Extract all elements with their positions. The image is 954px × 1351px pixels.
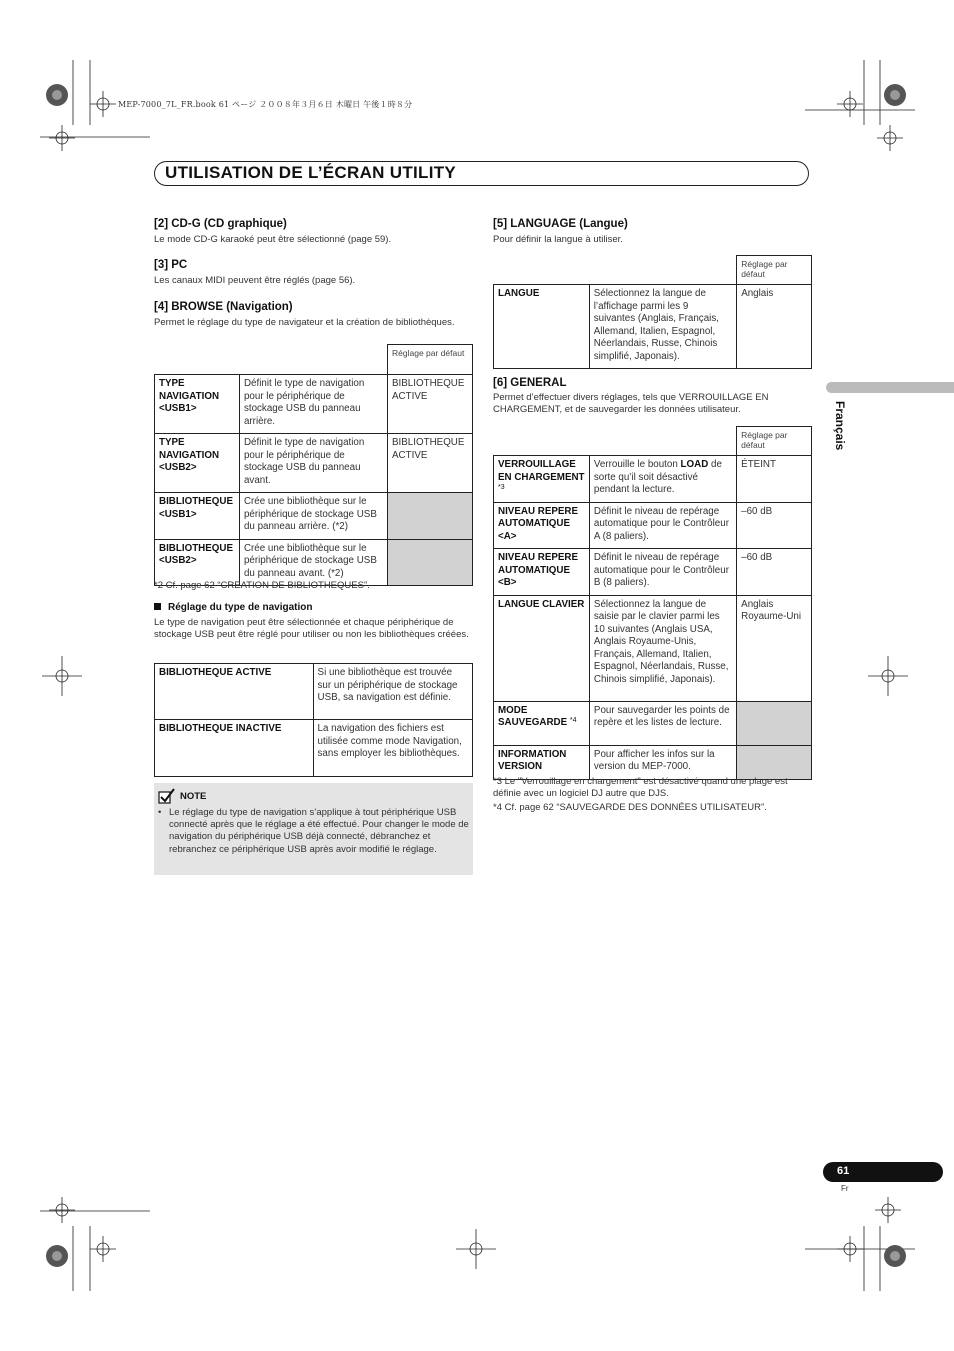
footnote-4: *4 Cf. page 62 “SAUVEGARDE DES DONNÉES UTILISATEUR”. bbox=[493, 802, 767, 813]
section-heading-browse: [4] BROWSE (Navigation) bbox=[154, 301, 293, 313]
table-cell-default: Anglais bbox=[737, 285, 812, 369]
table-cell-default-shaded bbox=[388, 539, 473, 586]
section-text-pc: Les canaux MIDI peuvent être réglés (page 56). bbox=[154, 275, 356, 286]
table-cell-key: NIVEAU REPERE AUTOMATIQUE <A> bbox=[494, 502, 590, 549]
section-text-language: Pour définir la langue à utiliser. bbox=[493, 234, 623, 245]
nav-type-heading: Réglage du type de navigation bbox=[154, 602, 312, 613]
table-cell-default: BIBLIOTHEQUE ACTIVE bbox=[388, 434, 473, 493]
footnote-ref: *3 bbox=[498, 484, 505, 491]
footnote-2: *2 Cf. page 62 “CREATION DE BIBLIOTHEQUES”. bbox=[154, 580, 370, 591]
table-cell-desc: Définit le type de navigation pour le périphérique de stockage USB du panneau arrière. bbox=[239, 375, 387, 434]
table-cell-key: INFORMATION VERSION bbox=[494, 745, 590, 779]
page-number: 61 bbox=[837, 1165, 850, 1177]
table-cell-desc: Définit le niveau de repérage automatique pour le Contrôleur B (8 paliers). bbox=[589, 549, 736, 596]
table-cell-default-shaded bbox=[737, 745, 812, 779]
table-cell-desc: Définit le niveau de repérage automatique pour le Contrôleur A (8 paliers). bbox=[589, 502, 736, 549]
page-title: UTILISATION DE L’ÉCRAN UTILITY bbox=[165, 163, 457, 182]
table-cell-desc: Verrouille le bouton LOAD de sorte qu’il soit désactivé pendant la lecture. bbox=[589, 456, 736, 503]
table-cell-desc: La navigation des fichiers est utilisée comme mode Navigation, sans employer les bibliothèques. bbox=[313, 720, 472, 777]
note-label: NOTE bbox=[180, 791, 207, 802]
table-cell-default: BIBLIOTHEQUE ACTIVE bbox=[388, 375, 473, 434]
square-bullet-icon bbox=[154, 603, 161, 610]
table-cell-default-shaded bbox=[737, 701, 812, 745]
language-tab-bar bbox=[826, 382, 954, 393]
footnote-ref: *4 bbox=[569, 717, 577, 724]
table-cell-default-shaded bbox=[388, 493, 473, 540]
language-settings-table bbox=[493, 255, 812, 369]
table-cell-key: TYPE NAVIGATION <USB2> bbox=[155, 434, 240, 493]
footnote-3: *3 Le "Verrouillage en chargement" est désactivé quand une plage est définie avec un logiciel DJ autre que DJS. bbox=[493, 776, 788, 799]
checkmark-note-icon bbox=[158, 788, 175, 805]
table-cell-desc: Sélectionnez la langue de l’affichage parmi les 9 suivantes (Anglais, Français, Allemand, Italien, Espagnol, Néerlandais, Russe, Chinois simplifié, Japonais). bbox=[589, 285, 736, 369]
note-text: Le réglage du type de navigation s’applique à tout périphérique USB connecté après que le réglage a été effectué. Pour changer le mode de navigation du périphérique USB déjà connecté, débranchez et rebranchez ce périphérique USB après avoir modifié le réglage. bbox=[169, 807, 469, 855]
table-cell-default: –60 dB bbox=[737, 502, 812, 549]
section-heading-cdg: [2] CD-G (CD graphique) bbox=[154, 218, 287, 230]
table-cell-key: BIBLIOTHEQUE <USB1> bbox=[155, 493, 240, 540]
table-cell-desc: Définit le type de navigation pour le périphérique de stockage USB du panneau avant. bbox=[239, 434, 387, 493]
table-cell-key: LANGUE bbox=[494, 285, 590, 369]
table-cell-desc: Sélectionnez la langue de saisie par le clavier parmi les 10 suivantes (Anglais USA, Anglais Royaume-Unis, Français, Allemand, Italien, Espagnol, Néerlandais, Russe, Chinois simplifié, Japonais). bbox=[589, 595, 736, 701]
section-text-cdg: Le mode CD-G karaoké peut être sélectionné (page 59). bbox=[154, 234, 392, 245]
nav-type-text: Le type de navigation peut être sélectionnée et chaque périphérique de stockage USB peut être réglé pour utiliser ou non les bibliothèques créées. bbox=[154, 617, 469, 640]
table-cell-desc: Pour sauvegarder les points de repère et les listes de lecture. bbox=[589, 701, 736, 745]
table-cell-desc: Crée une bibliothèque sur le périphérique de stockage USB du panneau avant. (*2) bbox=[239, 539, 387, 586]
table-cell-key: BIBLIOTHEQUE INACTIVE bbox=[155, 720, 314, 777]
page-language-code: Fr bbox=[841, 1184, 849, 1193]
print-header: MEP-7000_7L_FR.book 61 ページ ２００８年３月６日 木曜日 午後１時８分 bbox=[118, 100, 413, 109]
table-cell-key: BIBLIOTHEQUE <USB2> bbox=[155, 539, 240, 586]
table-cell-desc: Si une bibliothèque est trouvée sur un périphérique de stockage USB, sa navigation est définie. bbox=[313, 664, 472, 720]
side-language-label: Français bbox=[833, 401, 847, 451]
default-header: Réglage par défaut bbox=[388, 345, 473, 375]
section-heading-language: [5] LANGUAGE (Langue) bbox=[493, 218, 628, 230]
table-cell-key: TYPE NAVIGATION <USB1> bbox=[155, 375, 240, 434]
nav-type-table bbox=[154, 663, 473, 777]
table-cell-key: BIBLIOTHEQUE ACTIVE bbox=[155, 664, 314, 720]
bullet-icon: • bbox=[158, 807, 162, 818]
table-cell-default: ÉTEINT bbox=[737, 456, 812, 503]
browse-settings-table bbox=[154, 344, 473, 586]
table-cell-key: NIVEAU REPERE AUTOMATIQUE <B> bbox=[494, 549, 590, 596]
section-heading-pc: [3] PC bbox=[154, 259, 188, 271]
table-cell-key: MODE SAUVEGARDE $^{*4}$ bbox=[494, 701, 590, 745]
table-cell-default: –60 dB bbox=[737, 549, 812, 596]
general-settings-table bbox=[493, 426, 812, 780]
table-cell-desc: Pour afficher les infos sur la version du MEP-7000. bbox=[589, 745, 736, 779]
table-cell-default: Anglais Royaume-Uni bbox=[737, 595, 812, 701]
table-cell-key: LANGUE CLAVIER bbox=[494, 595, 590, 701]
default-header: Réglage par défaut bbox=[737, 256, 812, 285]
table-cell-desc: Crée une bibliothèque sur le périphérique de stockage USB du panneau arrière. (*2) bbox=[239, 493, 387, 540]
section-heading-general: [6] GENERAL bbox=[493, 377, 567, 389]
section-text-general: Permet d’effectuer divers réglages, tels que VERROUILLAGE EN CHARGEMENT, et de sauvegarder les données utilisateur. bbox=[493, 392, 769, 415]
section-text-browse: Permet le réglage du type de navigateur et la création de bibliothèques. bbox=[154, 317, 455, 328]
default-header: Réglage par défaut bbox=[737, 427, 812, 456]
table-cell-key: VERROUILLAGE EN CHARGEMENT $^{*3}$ bbox=[494, 456, 590, 503]
